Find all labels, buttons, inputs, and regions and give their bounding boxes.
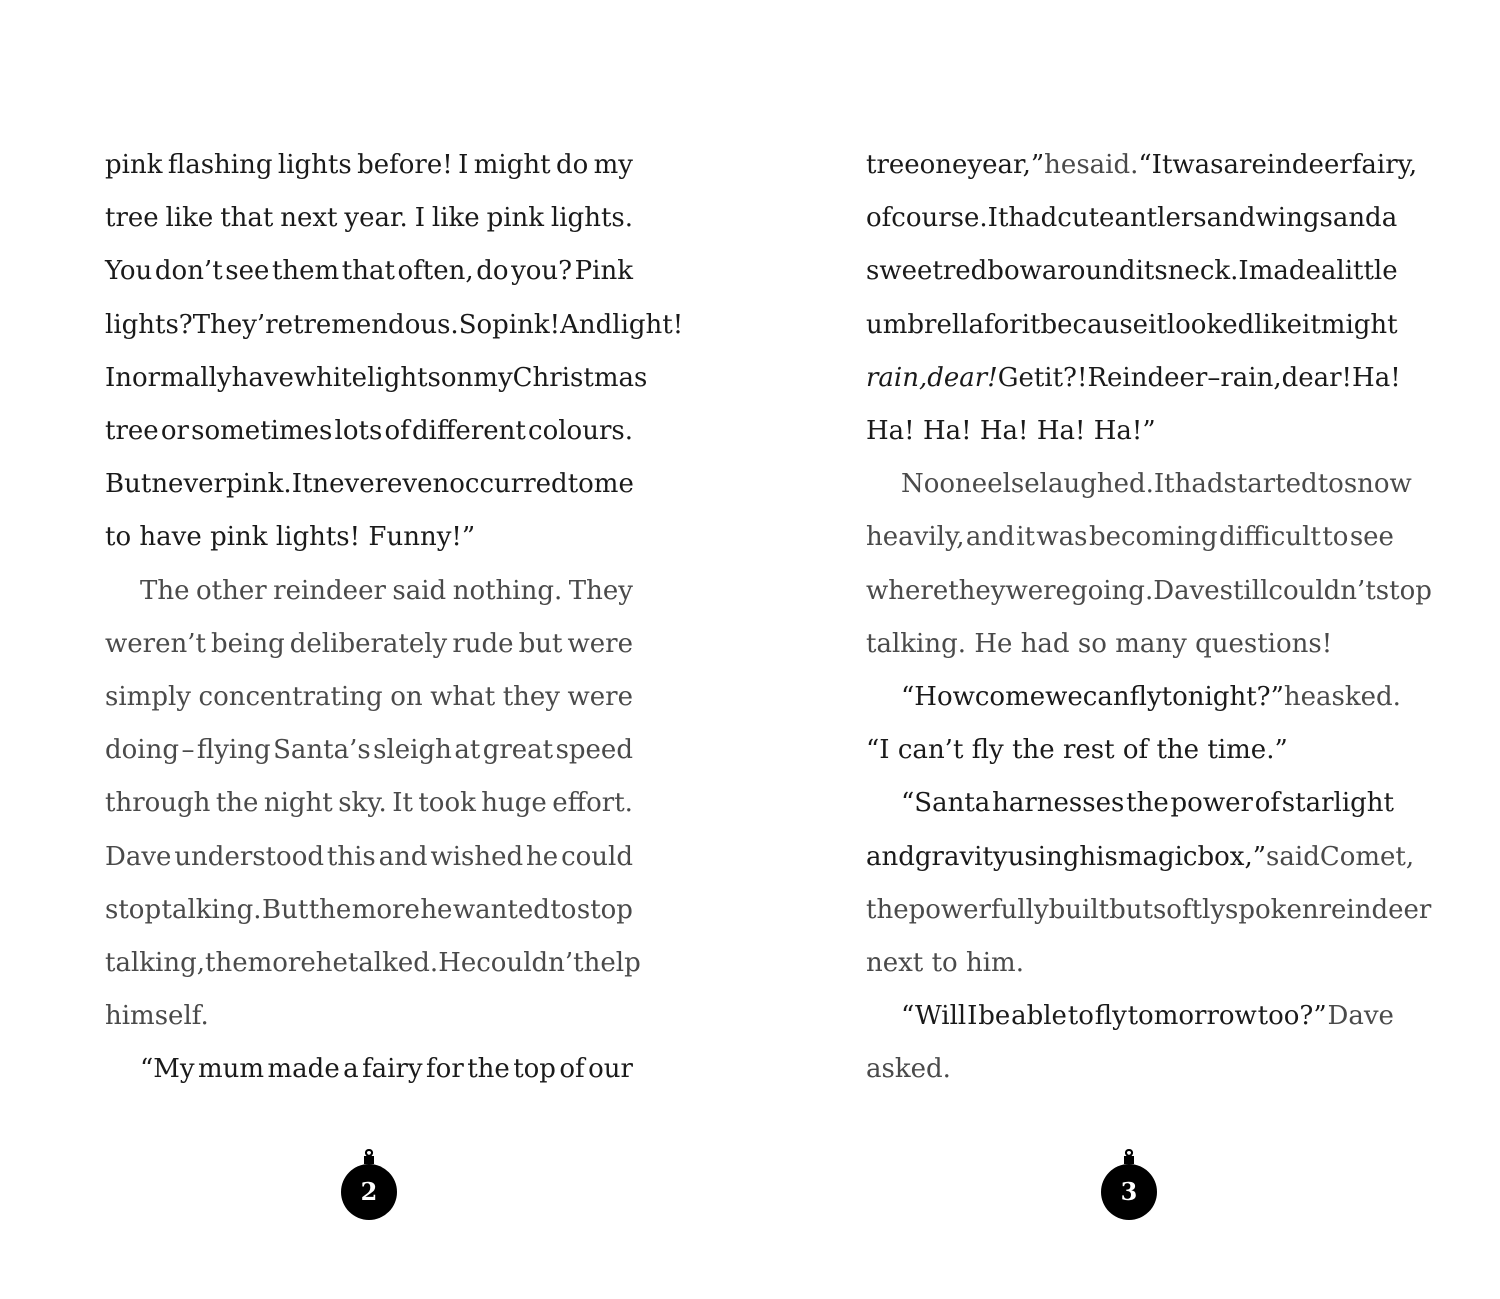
text-line: tree or sometimes lots of different colours. <box>105 416 633 446</box>
text-line: heavily, and it was becoming difficult to see <box>866 522 1394 553</box>
text-line: talking, the more he talked. He couldn’t help <box>105 948 641 978</box>
text-line: asked. <box>866 1054 951 1085</box>
text-line: But never pink. It never even occurred to me <box>105 469 634 500</box>
text-line: through the night sky. It took huge effort. <box>105 788 633 819</box>
text-line: the powerfully built but softly spoken reindeer <box>866 894 1432 925</box>
text-line: I normally have white lights on my Christmas <box>105 362 648 393</box>
text-line: doing – flying Santa’s sleigh at great speed <box>105 735 633 766</box>
text-line: stop talking. But the more he wanted to stop <box>105 894 633 925</box>
text-line: of course. It had cute antlers and wings and a <box>866 203 1398 234</box>
text-line: tree one year,” he said. “It was a reindeer fairy, <box>866 150 1418 180</box>
text-line: tree like that next year. I like pink lights. <box>105 203 633 234</box>
text-line: next to him. <box>866 948 1024 978</box>
text-line: “My mum made a fairy for the top of our <box>140 1054 633 1085</box>
text-line: pink flashing lights before! I might do my <box>105 150 633 180</box>
page-number-bauble <box>1100 1148 1158 1220</box>
page-number: 2 <box>360 1177 378 1206</box>
text-line: lights? They’re tremendous. So pink! And light! <box>105 309 684 340</box>
text-line: You don’t see them that often, do you? Pink <box>105 256 633 287</box>
right-page <box>750 0 1500 1299</box>
page-number-bauble <box>340 1148 398 1220</box>
text-line: simply concentrating on what they were <box>105 682 633 712</box>
text-line: where they were going. Dave still couldn’t stop <box>866 575 1432 606</box>
text-line: Dave understood this and wished he could <box>105 841 633 872</box>
text-line: “Will I be able to fly tomorrow too?” Dave <box>901 1001 1394 1032</box>
text-line: and gravity using his magic box,” said Comet, <box>866 841 1415 872</box>
text-line: sweet red bow around its neck. I made a little <box>866 256 1398 287</box>
text-line: himself. <box>105 1001 209 1032</box>
page-number: 3 <box>1120 1177 1138 1206</box>
text-line: talking. He had so many questions! <box>866 628 1333 659</box>
text-line: Ha! Ha! Ha! Ha! Ha!” <box>866 416 1156 446</box>
text-line: “Santa harnesses the power of starlight <box>901 788 1394 819</box>
text-line: to have pink lights! Funny!” <box>105 522 476 553</box>
text-line: umbrella for it because it looked like it might <box>866 309 1398 340</box>
text-line: “I can’t fly the rest of the time.” <box>866 735 1288 766</box>
text-line: The other reindeer said nothing. They <box>140 575 633 606</box>
text-line: weren’t being deliberately rude but were <box>105 628 633 659</box>
text-line: “How come we can fly tonight?” he asked. <box>901 682 1401 712</box>
text-line: rain, dear! Get it?! Reindeer – rain, dear! Ha! <box>866 362 1401 393</box>
text-line: No one else laughed. It had started to snow <box>901 469 1412 500</box>
